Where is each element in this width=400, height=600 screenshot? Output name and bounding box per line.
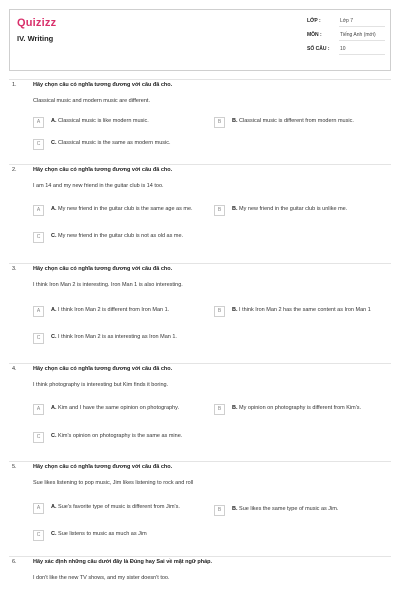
- question-instruction: Hãy chọn câu có nghĩa tương đương với câu đã cho.: [33, 266, 173, 272]
- option-prefix: B.: [232, 506, 238, 512]
- option-prefix: A.: [51, 307, 57, 313]
- question-stem: Sue likes listening to pop music, Jim likes listening to rock and roll: [33, 480, 194, 486]
- option-letter-box: C: [33, 432, 44, 443]
- option-letter-box: A: [33, 205, 44, 216]
- option-text: My new friend in the guitar club is unlike me.: [239, 206, 348, 212]
- option-text: Classical music is different from modern music.: [239, 118, 354, 124]
- option-letter-box: C: [33, 530, 44, 541]
- meta-subject-value: Tiếng Anh (mới): [340, 32, 376, 38]
- question-divider: [9, 164, 391, 165]
- question-number: 3.: [12, 266, 17, 272]
- meta-class-value: Lớp 7: [340, 18, 354, 24]
- question-number: 6.: [12, 559, 17, 565]
- question-stem: I am 14 and my new friend in the guitar club is 14 too.: [33, 183, 164, 189]
- question-divider: [9, 263, 391, 264]
- quizizz-logo: Quizizz: [17, 17, 57, 29]
- option-text: My new friend in the guitar club is not as old as me.: [58, 233, 184, 239]
- option-prefix: C.: [51, 140, 57, 146]
- option-letter-box: A: [33, 503, 44, 514]
- option-letter-box: B: [214, 205, 225, 216]
- option-text: Sue's favorite type of music is different from Jim's.: [58, 504, 180, 510]
- option-text: Kim's opinion on photography is the same as mine.: [58, 433, 183, 439]
- option-text: I think Iron Man 2 is as interesting as Iron Man 1.: [58, 334, 177, 340]
- option-prefix: B.: [232, 405, 238, 411]
- question-instruction: Hãy xác định những câu dưới đây là Đúng hay Sai về mặt ngữ pháp.: [33, 559, 213, 565]
- meta-subject-label: MÔN :: [307, 32, 322, 38]
- option-text: My opinion on photography is different from Kim's.: [239, 405, 362, 411]
- option-prefix: C.: [51, 433, 57, 439]
- option-letter-box: C: [33, 333, 44, 344]
- option-prefix: C.: [51, 531, 57, 537]
- option-text: My new friend in the guitar club is the same age as me.: [58, 206, 193, 212]
- meta-count-value: 10: [340, 46, 346, 52]
- question-number: 2.: [12, 167, 17, 173]
- option-prefix: A.: [51, 504, 57, 510]
- option-prefix: B.: [232, 307, 238, 313]
- question-stem: Classical music and modern music are different.: [33, 98, 150, 104]
- question-divider: [9, 461, 391, 462]
- option-letter-box: B: [214, 117, 225, 128]
- question-instruction: Hãy chọn câu có nghĩa tương đương với câu đã cho.: [33, 167, 173, 173]
- meta-class-label: LỚP :: [307, 18, 321, 24]
- option-letter-box: B: [214, 505, 225, 516]
- option-prefix: A.: [51, 405, 57, 411]
- option-text: I think Iron Man 2 has the same content as Iron Man 1: [239, 307, 371, 313]
- option-letter-box: B: [214, 404, 225, 415]
- meta-count-line: [339, 54, 385, 55]
- meta-count-label: SỐ CÂU :: [307, 46, 330, 52]
- question-instruction: Hãy chọn câu có nghĩa tương đương với câu đã cho.: [33, 464, 173, 470]
- question-stem: I think Iron Man 2 is interesting. Iron Man 1 is also interesting.: [33, 282, 183, 288]
- option-text: Classical music is the same as modern music.: [58, 140, 171, 146]
- option-prefix: C.: [51, 233, 57, 239]
- option-letter-box: A: [33, 117, 44, 128]
- option-letter-box: A: [33, 306, 44, 317]
- option-prefix: C.: [51, 334, 57, 340]
- option-prefix: A.: [51, 118, 57, 124]
- option-text: Sue likes the same type of music as Jim.: [239, 506, 339, 512]
- question-instruction: Hãy chọn câu có nghĩa tương đương với câu đã cho.: [33, 82, 173, 88]
- question-divider: [9, 79, 391, 80]
- question-divider: [9, 556, 391, 557]
- question-number: 4.: [12, 366, 17, 372]
- section-title: IV. Writing: [17, 34, 54, 43]
- option-text: I think Iron Man 2 is different from Iron Man 1.: [58, 307, 170, 313]
- option-prefix: B.: [232, 206, 238, 212]
- option-letter-box: C: [33, 232, 44, 243]
- question-stem: I don't like the new TV shows, and my sister doesn't too.: [33, 575, 170, 581]
- question-number: 1.: [12, 82, 17, 88]
- meta-class-line: [339, 26, 385, 27]
- question-instruction: Hãy chọn câu có nghĩa tương đương với câu đã cho.: [33, 366, 173, 372]
- option-text: Classical music is like modern music.: [58, 118, 149, 124]
- option-letter-box: B: [214, 306, 225, 317]
- meta-subject-line: [339, 40, 385, 41]
- question-stem: I think photography is interesting but Kim finds it boring.: [33, 382, 169, 388]
- option-letter-box: C: [33, 139, 44, 150]
- question-number: 5.: [12, 464, 17, 470]
- option-text: Kim and I have the same opinion on photography.: [58, 405, 180, 411]
- option-text: Sue listens to music as much as Jim: [58, 531, 147, 537]
- question-divider: [9, 363, 391, 364]
- worksheet-header: [9, 9, 391, 71]
- option-prefix: A.: [51, 206, 57, 212]
- option-letter-box: A: [33, 404, 44, 415]
- option-prefix: B.: [232, 118, 238, 124]
